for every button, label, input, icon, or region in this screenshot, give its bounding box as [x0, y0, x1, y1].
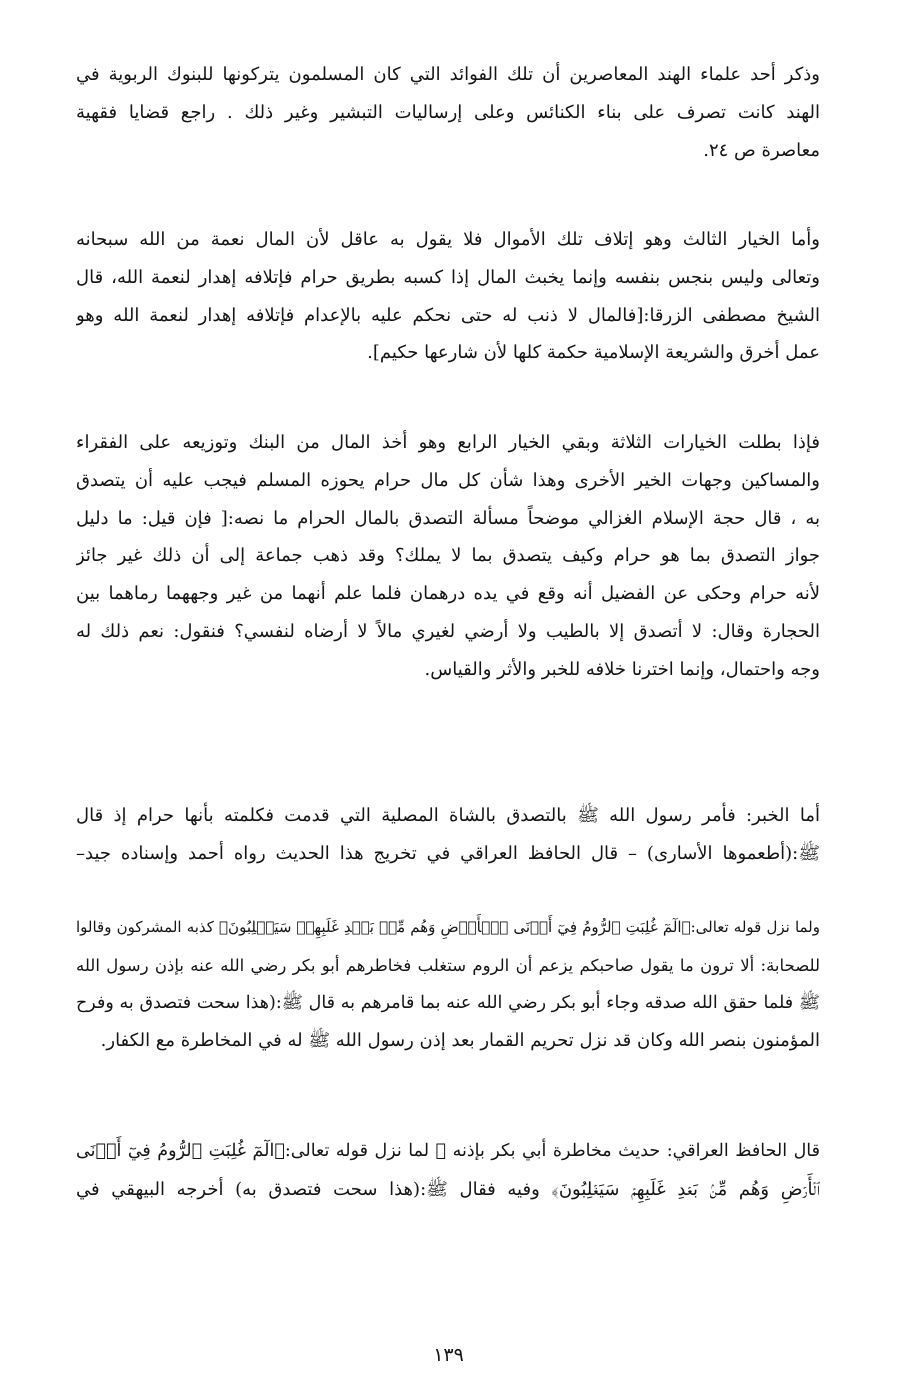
text-line: معاصرة ص ٢٤. — [703, 139, 820, 161]
text-line: جواز التصدق بما هو حرام وكيف يتصدق بما لا يملك؟ وقد ذهب جماعة إلى أن ذلك غير جائز — [76, 545, 820, 567]
text-line: قال الحافظ العراقي: حديث مخاطرة أبي بكر بإذنه ﷺ لما نزل قوله تعالى:﴿الٓمٓ غُلِبَتِ ٱلرُّومُ فِيٓ أَدۡنَى — [76, 1141, 820, 1161]
text-line: لأنه حرام وحكى عن الفضيل أنه وقع في يده درهمان فلما علم أنهما من غير وجههما رماهما بين — [76, 583, 820, 605]
text-line: الهند كانت تصرف على بناء الكنائس وعلى إرساليات التبشير وغير ذلك . راجع قضايا فقهية — [76, 101, 820, 123]
text-line: ٱلۡأَرۡضِ وَهُم مِّنۢ بَعۡدِ غَلَبِهِمۡ سَيَغۡلِبُونَ﴾ وفيه فقال ﷺ:(هذا سحت فتصدق به) أخرجه البيهقي في — [76, 1178, 820, 1200]
text-line: الحجارة وقال: لا أتصدق إلا بالطيب ولا أرضي لغيري مالاً لا أرضاه لنفسي؟ فنقول: نعم ذلك له — [76, 620, 820, 642]
text-line: ﷺ:(أطعموها الأسارى) – قال الحافظ العراقي في تخريج هذا الحديث رواه أحمد وإسناده جيد– — [76, 842, 820, 864]
paragraph-6 — [76, 1133, 820, 1209]
page-number: ١٣٩ — [433, 1344, 464, 1366]
paragraph-4 — [76, 797, 820, 873]
paragraph-2 — [76, 221, 820, 372]
text-line: به ، قال حجة الإسلام الغزالي موضحاً مسألة التصدق بالمال الحرام ما نصه:[ فإن قيل: ما دليل — [76, 507, 820, 529]
text-line: المؤمنون بنصر الله وكان قد نزل تحريم القمار بعد إذن رسول الله ﷺ له في المخاطرة مع الكفار. — [100, 1030, 820, 1052]
text-line: وتعالى وليس بنجس بنفسه وإنما يخبث المال إذا كسبه بطريق حرام فإتلافه إهدار لنعمة الله، قال — [76, 266, 820, 288]
paragraph-1 — [76, 56, 820, 169]
text-line: وجه واحتمال، وإنما اخترنا خلافه للخبر والأثر والقياس. — [424, 658, 820, 680]
text-line: فإذا بطلت الخيارات الثلاثة وبقي الخيار الرابع وهو أخذ المال من البنك وتوزيعه على الفقراء — [76, 432, 820, 453]
text-line: وذكر أحد علماء الهند المعاصرين أن تلك الفوائد التي كان المسلمون يتركونها للبنوك الربوية في — [76, 64, 820, 85]
text-line: أما الخبر: فأمر رسول الله ﷺ بالتصدق بالشاة المصلية التي قدمت فكلمته بأنها حرام إذ قال — [76, 805, 820, 826]
paragraph-5 — [76, 909, 820, 1060]
text-line: وأما الخيار الثالث وهو إتلاف تلك الأموال فلا يقول به عاقل لأن المال نعمة من الله سبحانه — [76, 229, 820, 250]
text-line: ﷺ فلما حقق الله صدقه وجاء أبو بكر رضي الله عنه بما قامرهم به قال ﷺ:(هذا سحت فتصدق به وفرح — [76, 992, 820, 1013]
paragraph-3 — [76, 424, 820, 689]
text-line: عمل أخرق والشريعة الإسلامية حكمة كلها لأن شارعها حكيم]. — [367, 342, 820, 364]
text-line: الشيخ مصطفى الزرقا:[فالمال لا ذنب له حتى نحكم عليه بالإعدام فإتلافه إهدار لنعمة الله وهو — [76, 304, 820, 326]
text-line: للصحابة: ألا ترون ما يقول صاحبكم يزعم أن الروم ستغلب فخاطرهم أبو بكر رضي الله عنه بإذن رسول الله — [76, 955, 820, 975]
text-line: ولما نزل قوله تعالى:﴿الٓمٓ غُلِبَتِ ٱلرُّومُ فِيٓ أَدۡنَى ٱلۡأَرۡضِ وَهُم مِّنۢ بَعۡدِ غَلَبِهِمۡ سَيَغۡلِبُونَ﴾ كذبه المشركون وقالوا — [76, 918, 820, 936]
text-line: والمساكين وجهات الخير الأخرى وهذا شأن كل مال حرام يحوزه المسلم فيجب عليه أن يتصدق — [76, 469, 820, 491]
